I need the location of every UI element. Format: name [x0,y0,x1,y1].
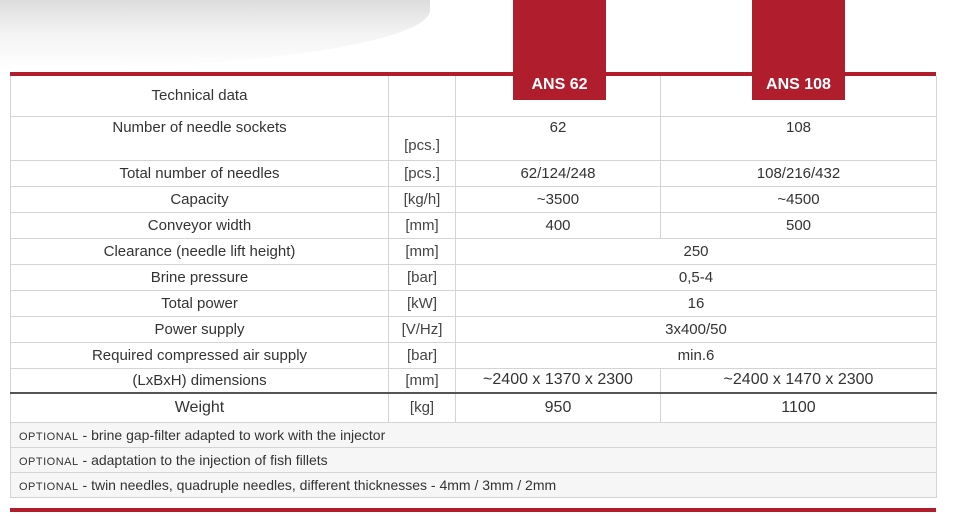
table-row [11,212,937,238]
row-label: Capacity [11,186,389,212]
table-row [11,238,937,264]
table-row [11,186,937,212]
table-row [11,116,937,160]
row-label: Weight [11,393,389,422]
optional-tag: OPTIONAL [19,430,79,443]
row-label: (LxBxH) dimensions [11,368,389,393]
model-label: ANS 108 [766,76,831,93]
row-value-ans108: ~2400 x 1470 x 2300 [661,368,937,393]
row-value-shared: 250 [456,238,937,264]
row-label: Conveyor width [11,212,389,238]
optional-row [11,422,937,447]
table-row [11,264,937,290]
model-header-cell [456,76,661,116]
model-header-cell [661,76,937,116]
row-unit: [mm] [389,238,456,264]
row-unit: [mm] [389,212,456,238]
optional-row [11,472,937,497]
table-row [11,316,937,342]
optional-tag: OPTIONAL [19,455,79,468]
row-value-ans62: 62 [456,116,661,160]
technical-data-table [10,76,937,498]
row-value-ans62: 400 [456,212,661,238]
row-label: Brine pressure [11,264,389,290]
row-value-ans108: 108/216/432 [661,160,937,186]
optional-item [11,422,937,447]
table-title: Technical data [11,76,389,116]
row-label: Total power [11,290,389,316]
row-value-shared: 3x400/50 [456,316,937,342]
row-value-ans62: 950 [456,393,661,422]
optional-item [11,472,937,497]
row-value-shared: 16 [456,290,937,316]
bottom-divider [10,508,936,512]
optional-text: - twin needles, quadruple needles, different thicknesses - 4mm / 3mm / 2mm [82,476,557,493]
row-label: Required compressed air supply [11,342,389,368]
unit-header-cell [389,76,456,116]
table-row [11,160,937,186]
row-unit: [pcs.] [389,160,456,186]
row-unit: [kg/h] [389,186,456,212]
optional-text: - brine gap-filter adapted to work with the injector [82,426,386,443]
row-unit: [bar] [389,264,456,290]
table-row [11,368,937,393]
table-row [11,290,937,316]
row-label: Power supply [11,316,389,342]
row-value-ans62: ~2400 x 1370 x 2300 [456,368,661,393]
row-label: Number of needle sockets [11,116,389,160]
row-value-ans108: 1100 [661,393,937,422]
decorative-swoosh [0,0,430,70]
row-value-ans108: ~4500 [661,186,937,212]
row-value-ans108: 500 [661,212,937,238]
optional-row [11,447,937,472]
row-unit: [bar] [389,342,456,368]
row-unit: [pcs.] [389,116,456,160]
row-value-shared: 0,5-4 [456,264,937,290]
table-row [11,393,937,422]
row-unit: [kW] [389,290,456,316]
row-unit: [kg] [389,393,456,422]
optional-item [11,447,937,472]
row-value-ans108: 108 [661,116,937,160]
table-row [11,342,937,368]
table-header-row [11,76,937,116]
model-label: ANS 62 [531,76,588,93]
row-label: Clearance (needle lift height) [11,238,389,264]
optional-text: - adaptation to the injection of fish fillets [82,451,328,468]
row-value-ans62: 62/124/248 [456,160,661,186]
row-label: Total number of needles [11,160,389,186]
row-unit: [V/Hz] [389,316,456,342]
row-value-ans62: ~3500 [456,186,661,212]
row-unit: [mm] [389,368,456,393]
row-value-shared: min.6 [456,342,937,368]
optional-tag: OPTIONAL [19,480,79,493]
